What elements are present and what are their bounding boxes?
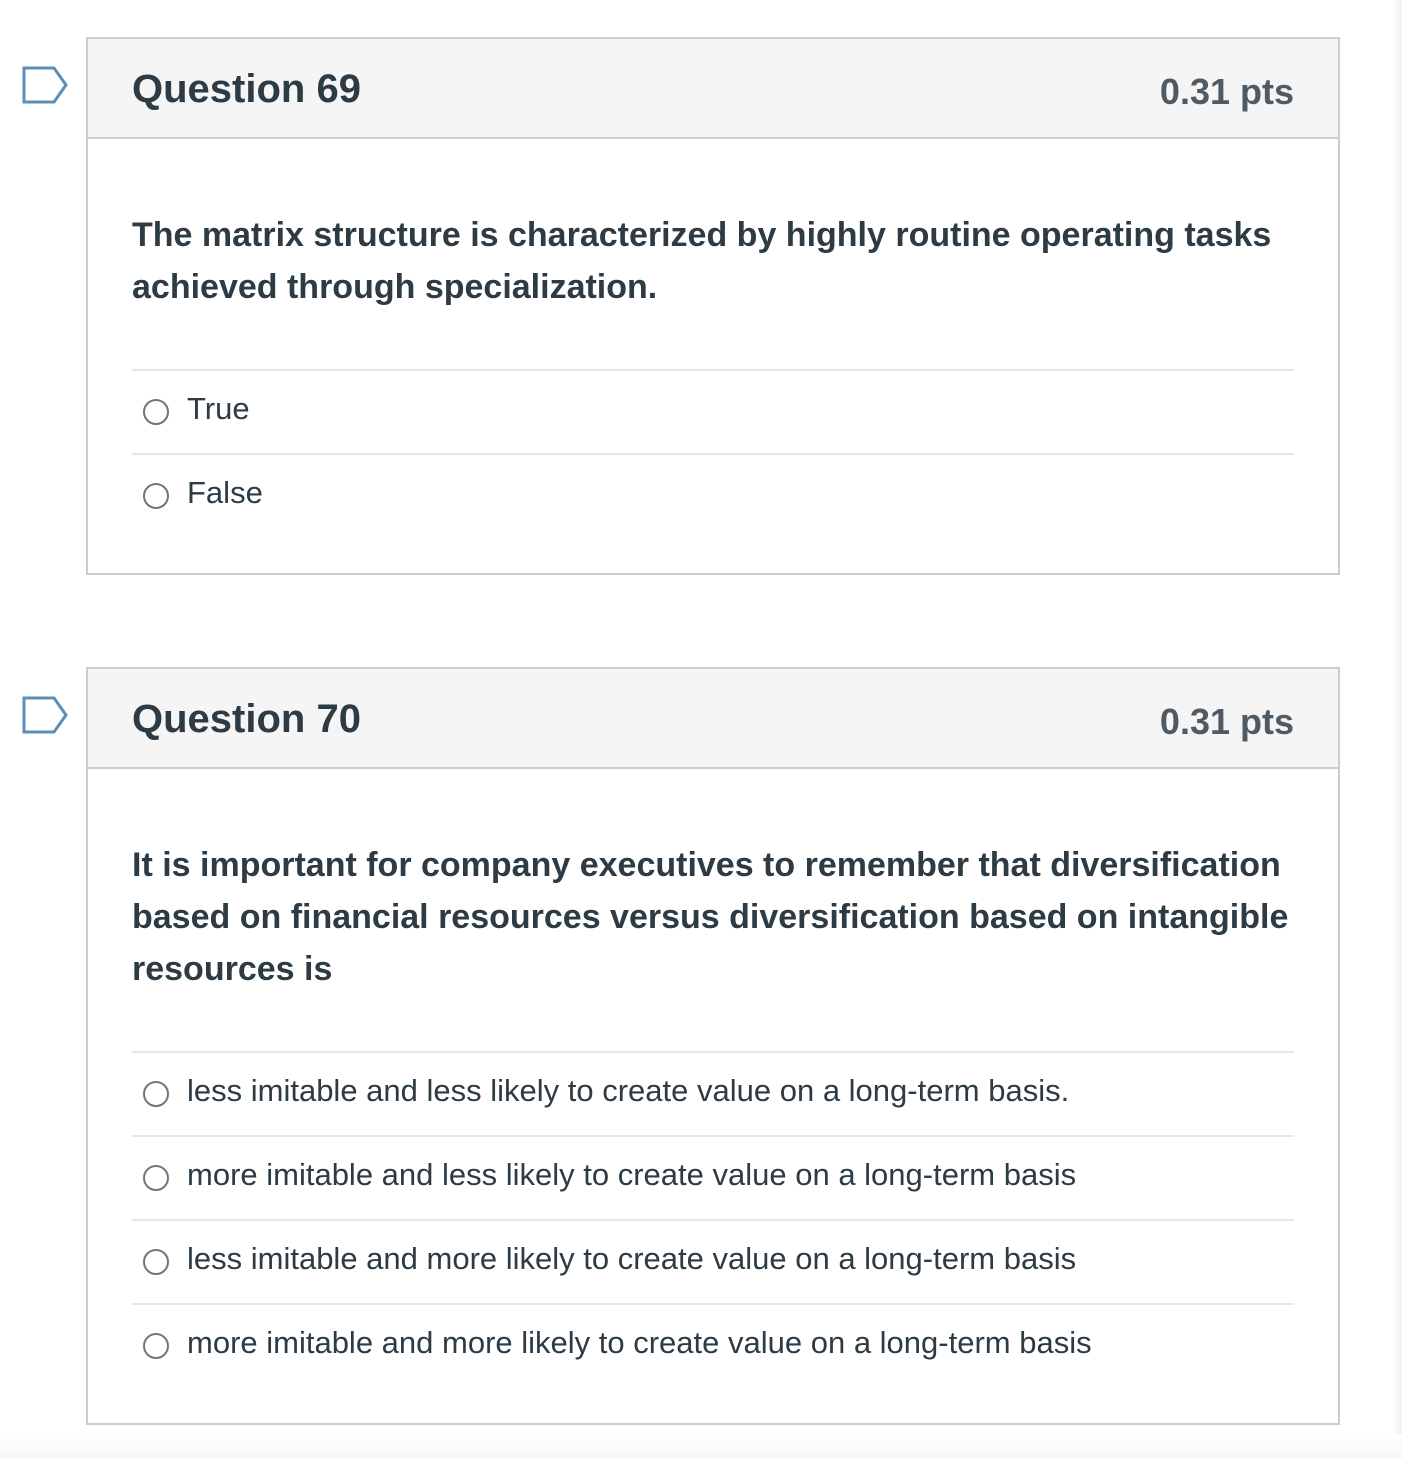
answer-label[interactable]: more imitable and less likely to create value on a long-term basis bbox=[187, 1157, 1077, 1192]
radio-button[interactable] bbox=[143, 1249, 169, 1275]
radio-button[interactable] bbox=[143, 399, 169, 425]
radio-button[interactable] bbox=[143, 1081, 169, 1107]
question-title: Question 70 bbox=[132, 697, 361, 741]
answer-option-1[interactable] bbox=[132, 1051, 1294, 1135]
question-text: It is important for company executives to remember that diversification based on financial resources versus diversification based on intangible resources is bbox=[132, 846, 1289, 988]
answer-list bbox=[132, 1051, 1294, 1387]
question-card bbox=[86, 37, 1340, 575]
question-header bbox=[88, 669, 1338, 769]
flag-question-icon[interactable] bbox=[22, 66, 68, 104]
question-card bbox=[86, 667, 1340, 1425]
answer-label[interactable]: more imitable and more likely to create value on a long-term basis bbox=[187, 1325, 1092, 1360]
radio-button[interactable] bbox=[143, 1333, 169, 1359]
radio-button[interactable] bbox=[143, 1165, 169, 1191]
question-header bbox=[88, 39, 1338, 139]
answer-list bbox=[132, 369, 1294, 537]
page-right-shadow bbox=[1392, 0, 1402, 1458]
answer-option-false[interactable] bbox=[132, 453, 1294, 537]
question-title: Question 69 bbox=[132, 67, 361, 111]
radio-button[interactable] bbox=[143, 483, 169, 509]
answer-label[interactable]: less imitable and more likely to create value on a long-term basis bbox=[187, 1241, 1077, 1276]
question-text: The matrix structure is characterized by highly routine operating tasks achieved through specialization. bbox=[132, 216, 1272, 306]
page-bottom-shadow bbox=[0, 1434, 1402, 1458]
answer-label[interactable]: False bbox=[187, 475, 263, 510]
flag-question-icon[interactable] bbox=[22, 696, 68, 734]
question-points: 0.31 pts bbox=[1159, 71, 1294, 112]
answer-option-true[interactable] bbox=[132, 369, 1294, 453]
answer-option-3[interactable] bbox=[132, 1219, 1294, 1303]
answer-option-4[interactable] bbox=[132, 1303, 1294, 1387]
answer-label[interactable]: True bbox=[187, 391, 250, 426]
answer-option-2[interactable] bbox=[132, 1135, 1294, 1219]
answer-label[interactable]: less imitable and less likely to create value on a long-term basis. bbox=[187, 1073, 1070, 1108]
question-points: 0.31 pts bbox=[1159, 701, 1294, 742]
